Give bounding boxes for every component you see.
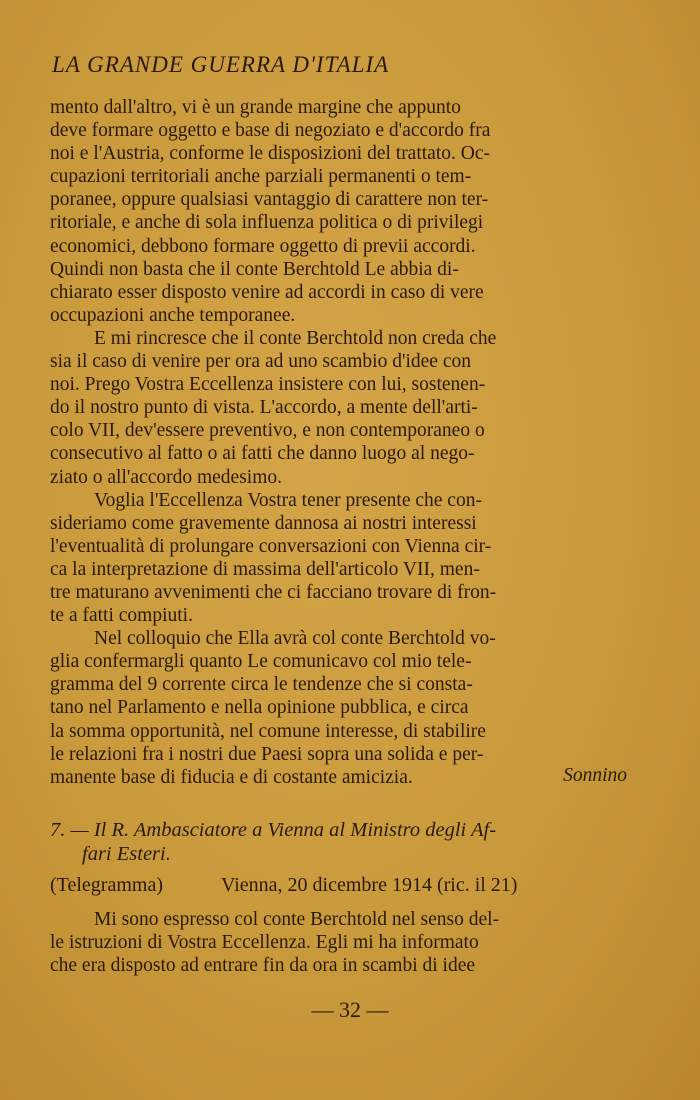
text-line: Nel colloquio che Ella avrà col conte Berchtold vo- xyxy=(94,628,496,650)
paragraph-3 xyxy=(50,489,628,628)
page-number: — 32 — xyxy=(311,997,389,1022)
paragraph-4 xyxy=(50,627,628,789)
text-line: gramma del 9 corrente circa le tendenze che si consta- xyxy=(50,674,473,696)
telegram-place-date: Vienna, 20 dicembre 1914 (ric. il 21) xyxy=(220,874,518,896)
text-line: sia il caso di venire per ora ad uno scambio d'idee con xyxy=(50,351,471,373)
text-line: chiarato esser disposto venire ad accordi in caso di vere xyxy=(50,281,484,303)
text-line: le relazioni fra i nostri due Paesi sopra una solida e per- xyxy=(50,743,484,765)
heading-line: 7. — Il R. Ambasciatore a Vienna al Ministro degli Af- xyxy=(50,819,497,841)
text-line: mento dall'altro, vi è un grande margine che appunto xyxy=(50,97,461,118)
text-line: noi e l'Austria, conforme le disposizioni del trattato. Oc- xyxy=(50,143,490,165)
text-line: Mi sono espresso col conte Berchtold nel senso del- xyxy=(94,909,500,930)
paragraph-5 xyxy=(50,908,628,977)
running-head: LA GRANDE GUERRA D'ITALIA xyxy=(52,52,390,77)
text-line: manente base di fiducia e di costante amicizia. xyxy=(50,766,413,788)
letter-body xyxy=(50,96,628,789)
text-line: le istruzioni di Vostra Eccellenza. Egli mi ha informato xyxy=(50,932,479,954)
text-line: glia confermargli quanto Le comunicavo col mio tele- xyxy=(50,651,472,673)
text-line: Voglia l'Eccellenza Vostra tener presente che con- xyxy=(94,489,482,511)
text-line: poranee, oppure qualsiasi vantaggio di carattere non ter- xyxy=(50,189,489,211)
text-line: noi. Prego Vostra Eccellenza insistere con lui, sostenen- xyxy=(50,374,486,396)
text-line: ca la interpretazione di massima dell'articolo VII, men- xyxy=(50,558,480,580)
text-line: ziato o all'accordo medesimo. xyxy=(50,466,283,488)
text-line: consecutivo al fatto o ai fatti che danno luogo al nego- xyxy=(50,443,475,465)
text-line: E mi rincresce che il conte Berchtold non creda che xyxy=(94,327,497,349)
telegram-dateline xyxy=(50,874,628,897)
text-line: ritoriale, e anche di sola influenza politica o di privilegi xyxy=(50,212,484,234)
text-line: l'eventualità di prolungare conversazioni con Vienna cir- xyxy=(50,535,492,557)
text-line: economici, debbono formare oggetto di previi accordi. xyxy=(50,235,476,257)
text-line: tano nel Parlamento e nella opinione pubblica, e circa xyxy=(50,697,469,719)
text-line: Quindi non basta che il conte Berchtold Le abbia di- xyxy=(50,258,459,280)
paragraph-2 xyxy=(50,327,628,489)
text-line: cupazioni territoriali anche parziali permanenti o tem- xyxy=(50,166,472,188)
text-line: deve formare oggetto e base di negoziato e d'accordo fra xyxy=(50,120,491,142)
document-heading xyxy=(50,818,635,866)
text-line: occupazioni anche temporanee. xyxy=(50,304,296,326)
telegram-body xyxy=(50,908,628,977)
text-line: la somma opportunità, nel comune interesse, di stabilire xyxy=(50,720,486,742)
text-line: sideriamo come gravemente dannosa ai nostri interessi xyxy=(50,512,477,534)
paragraph-1 xyxy=(50,96,628,327)
text-line: do il nostro punto di vista. L'accordo, a mente dell'arti- xyxy=(50,397,478,419)
text-line: che era disposto ad entrare fin da ora in scambi di idee xyxy=(50,955,476,977)
telegram-type: (Telegramma) xyxy=(50,874,163,896)
text-line: colo VII, dev'essere preventivo, e non contemporaneo o xyxy=(50,420,485,442)
text-line: te a fatti compiuti. xyxy=(50,605,193,627)
heading-line: fari Esteri. xyxy=(82,843,171,865)
signature: Sonnino xyxy=(563,765,627,786)
text-line: tre maturano avvenimenti che ci facciano trovare di fron- xyxy=(50,581,497,603)
